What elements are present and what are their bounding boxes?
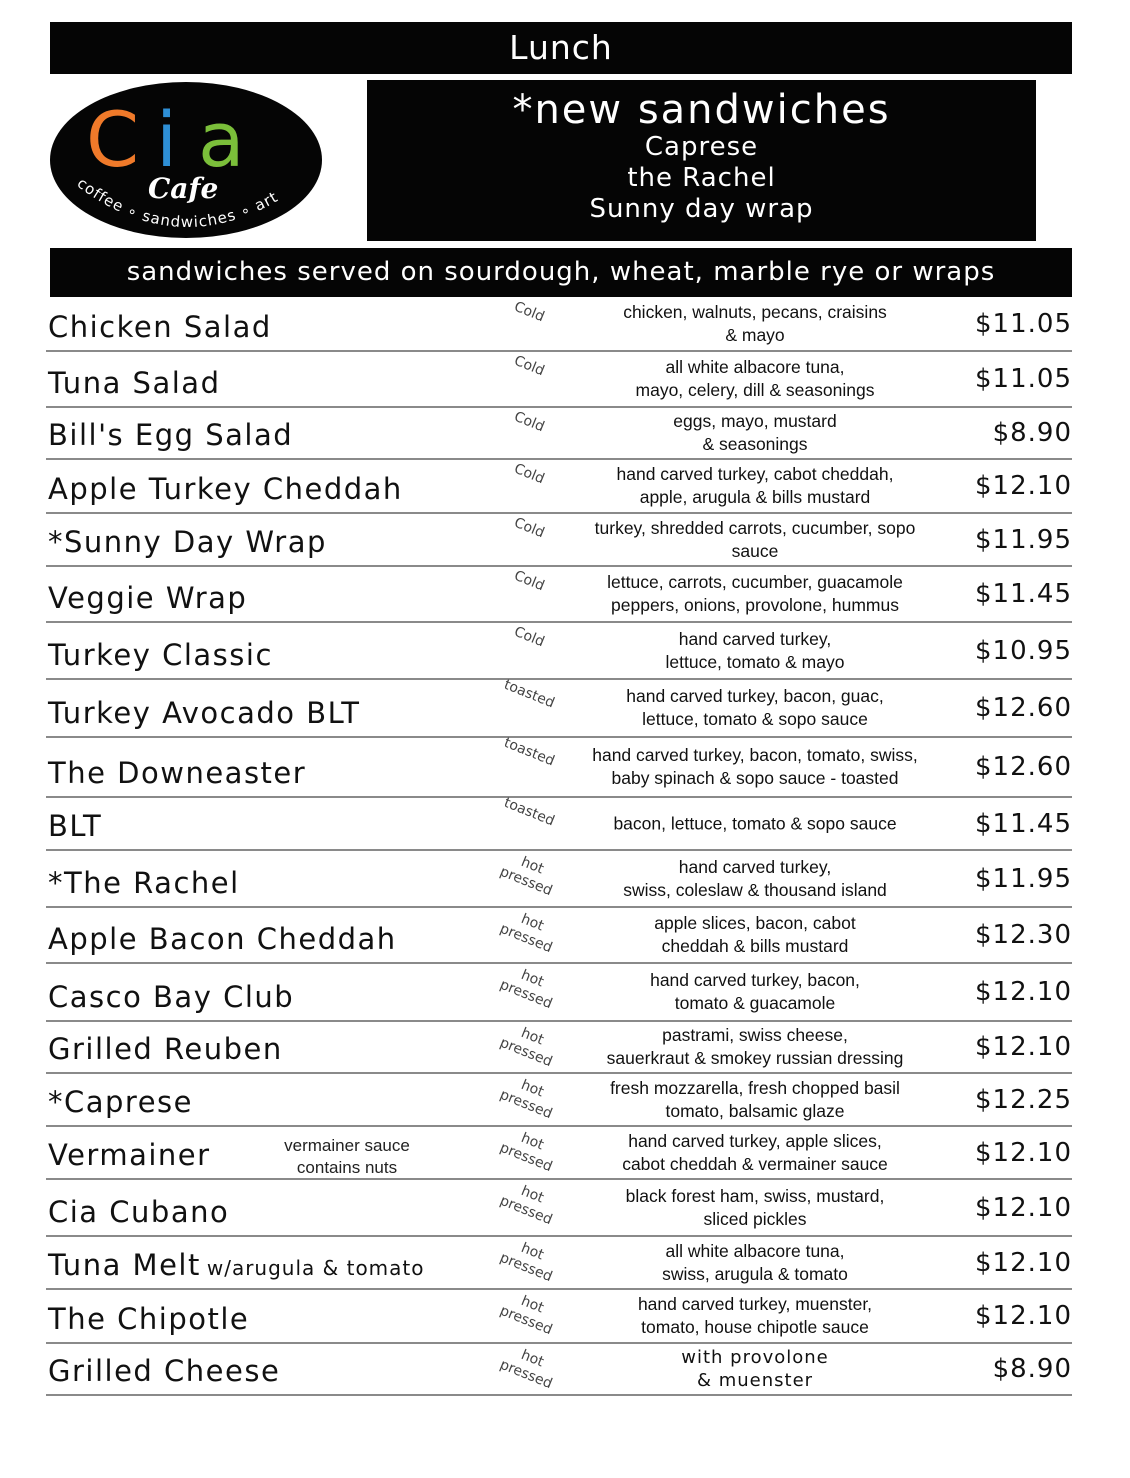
svg-text:C: C bbox=[86, 95, 140, 184]
sandwich-description bbox=[572, 301, 938, 347]
sandwich-description bbox=[572, 685, 938, 731]
description-line: hand carved turkey, bacon, tomato, swiss, bbox=[592, 745, 918, 765]
sandwich-name bbox=[48, 1195, 229, 1229]
sandwich-price: $12.25 bbox=[975, 1084, 1072, 1115]
sandwich-description bbox=[572, 1077, 938, 1123]
sandwich-description bbox=[572, 628, 938, 674]
sandwich-description bbox=[572, 1130, 938, 1176]
sandwich-name bbox=[48, 756, 306, 790]
sandwich-name-text: Bill's Egg Salad bbox=[48, 418, 294, 452]
sandwich-name-text: Apple Bacon Cheddah bbox=[48, 922, 397, 956]
temperature-label: toasted bbox=[501, 794, 557, 830]
description-line: all white albacore tuna, bbox=[665, 357, 845, 377]
sandwich-description bbox=[572, 856, 938, 902]
description-line: hand carved turkey, bbox=[678, 628, 832, 649]
description-line: hand carved turkey, muenster, bbox=[637, 1294, 873, 1314]
sandwich-name-text: The Chipotle bbox=[48, 1302, 250, 1336]
description-line: cabot cheddah & vermainer sauce bbox=[622, 1153, 888, 1174]
description-line: tomato, balsamic glaze bbox=[665, 1100, 845, 1121]
description-line: cheddah & bills mustard bbox=[661, 936, 849, 956]
sandwich-description bbox=[572, 463, 938, 509]
sandwich-price: $11.95 bbox=[975, 524, 1072, 555]
sandwich-description bbox=[572, 1346, 938, 1392]
menu-row bbox=[46, 794, 1072, 851]
temperature-label: hot pressed bbox=[497, 1346, 555, 1393]
menu-row bbox=[46, 1237, 1072, 1290]
description-line: lettuce, carrots, cucumber, guacamole bbox=[607, 572, 903, 592]
sandwich-name-text: Apple Turkey Cheddah bbox=[48, 472, 403, 506]
temperature-label: Cold bbox=[511, 298, 547, 326]
temperature-label: hot pressed bbox=[497, 1129, 555, 1176]
temperature-label: hot pressed bbox=[497, 966, 555, 1013]
sandwich-price: $12.60 bbox=[975, 693, 1072, 723]
sandwich-name-text: Cia Cubano bbox=[48, 1195, 230, 1229]
description-line: mayo, celery, dill & seasonings bbox=[635, 380, 875, 400]
description-line: tomato, house chipotle sauce bbox=[641, 1317, 869, 1337]
temperature-label: toasted bbox=[501, 734, 557, 770]
description-line: bacon, lettuce, tomato & sopo sauce bbox=[613, 813, 897, 833]
description-line: & seasonings bbox=[702, 434, 808, 454]
sandwich-description bbox=[572, 410, 938, 456]
sandwich-description bbox=[572, 812, 938, 835]
sandwich-price: $11.95 bbox=[975, 863, 1072, 894]
description-line: hand carved turkey, cabot cheddah, bbox=[616, 464, 894, 484]
logo-tagline: coffee ∘ sandwiches ∘ art bbox=[73, 173, 282, 232]
sandwich-name-text: *Sunny Day Wrap bbox=[48, 525, 327, 559]
sandwich-description bbox=[572, 1024, 938, 1070]
temperature-label: hot pressed bbox=[497, 1076, 555, 1123]
description-line: tomato & guacamole bbox=[674, 993, 836, 1013]
menu-row bbox=[46, 1344, 1072, 1396]
description-line: sauerkraut & smokey russian dressing bbox=[606, 1048, 904, 1068]
description-line: chicken, walnuts, pecans, craisins bbox=[623, 302, 887, 322]
description-line: hand carved turkey, bacon, bbox=[650, 970, 860, 990]
description-line: lettuce, tomato & mayo bbox=[665, 651, 845, 672]
menu-row bbox=[46, 460, 1072, 514]
sandwich-price: $12.30 bbox=[975, 920, 1072, 950]
sandwich-name-text: Veggie Wrap bbox=[48, 581, 248, 615]
temperature-label: Cold bbox=[511, 352, 547, 380]
menu-row bbox=[46, 851, 1072, 908]
description-line: turkey, shredded carrots, cucumber, sopo bbox=[594, 517, 916, 538]
menu-row bbox=[46, 567, 1072, 623]
allergy-note-line: vermainer sauce bbox=[284, 1136, 410, 1155]
description-line: sauce bbox=[731, 540, 779, 561]
sandwich-name bbox=[48, 638, 273, 672]
temperature-label: hot pressed bbox=[497, 910, 555, 957]
sandwich-name bbox=[48, 696, 361, 730]
sandwich-name bbox=[48, 525, 327, 559]
sandwich-price: $10.95 bbox=[975, 635, 1072, 666]
description-line: peppers, onions, provolone, hummus bbox=[611, 595, 899, 615]
menu-row bbox=[46, 514, 1072, 567]
description-line: fresh mozzarella, fresh chopped basil bbox=[610, 1077, 900, 1098]
sandwich-name-text: Turkey Avocado BLT bbox=[48, 696, 361, 730]
sandwich-name-text: Grilled Cheese bbox=[48, 1354, 281, 1388]
sandwich-name-text: Turkey Classic bbox=[48, 638, 273, 672]
sandwich-description bbox=[572, 1293, 938, 1339]
sandwich-description bbox=[572, 517, 938, 563]
new-item: Sunny day wrap bbox=[589, 194, 814, 224]
description-line: swiss, coleslaw & thousand island bbox=[623, 879, 887, 900]
description-line: swiss, arugula & tomato bbox=[662, 1263, 848, 1284]
sandwich-price: $12.60 bbox=[975, 752, 1072, 782]
sandwich-name bbox=[48, 809, 102, 843]
sandwich-name bbox=[48, 310, 272, 344]
sandwich-name bbox=[48, 472, 403, 506]
description-line: hand carved turkey, bacon, guac, bbox=[626, 686, 884, 706]
menu-list bbox=[46, 298, 1072, 1396]
new-item: Caprese bbox=[644, 132, 759, 162]
description-line: hand carved turkey, apple slices, bbox=[628, 1130, 882, 1151]
menu-row bbox=[46, 1290, 1072, 1344]
menu-row bbox=[46, 1074, 1072, 1127]
logo-cafe: Cafe bbox=[148, 172, 219, 205]
menu-row bbox=[46, 352, 1072, 408]
description-line: & mayo bbox=[725, 325, 785, 345]
sandwich-name bbox=[48, 1085, 193, 1119]
sandwich-name-text: Grilled Reuben bbox=[48, 1032, 283, 1066]
menu-row bbox=[46, 408, 1072, 460]
sandwich-price: $11.05 bbox=[975, 309, 1072, 339]
description-line: sliced pickles bbox=[703, 1208, 807, 1229]
menu-row bbox=[46, 1180, 1072, 1237]
sandwich-description bbox=[572, 969, 938, 1015]
temperature-label: hot pressed bbox=[497, 1024, 555, 1071]
sandwich-name-text: Vermainer bbox=[48, 1138, 211, 1172]
description-line: all white albacore tuna, bbox=[665, 1240, 845, 1261]
allergy-note-line: contains nuts bbox=[296, 1158, 398, 1177]
menu-row bbox=[46, 1022, 1072, 1074]
sandwich-description bbox=[572, 356, 938, 402]
description-line: eggs, mayo, mustard bbox=[673, 411, 837, 431]
temperature-label: Cold bbox=[511, 514, 547, 542]
sandwich-price: $12.10 bbox=[975, 1247, 1072, 1278]
sandwich-name bbox=[48, 866, 240, 900]
sandwich-name-text: Tuna Salad bbox=[48, 366, 221, 400]
menu-row bbox=[46, 908, 1072, 964]
sandwich-name bbox=[48, 418, 293, 452]
sandwich-description bbox=[572, 571, 938, 617]
sandwich-description bbox=[572, 744, 938, 790]
sandwich-name bbox=[48, 1138, 211, 1172]
svg-text:i: i bbox=[156, 95, 178, 184]
menu-row bbox=[46, 1127, 1072, 1180]
temperature-label: Cold bbox=[511, 408, 547, 436]
sandwich-name-text: The Downeaster bbox=[48, 756, 307, 790]
sandwich-price: $11.45 bbox=[975, 808, 1072, 839]
temperature-label: Cold bbox=[511, 460, 547, 488]
sandwich-description bbox=[572, 1185, 938, 1231]
allergy-note bbox=[272, 1135, 422, 1179]
new-item: the Rachel bbox=[627, 163, 776, 193]
new-sandwiches-box bbox=[367, 80, 1036, 241]
description-line: lettuce, tomato & sopo sauce bbox=[642, 709, 868, 729]
description-line: apple slices, bacon, cabot bbox=[654, 913, 856, 933]
description-line: baby spinach & sopo sauce - toasted bbox=[611, 768, 899, 788]
lunch-header: Lunch bbox=[50, 22, 1072, 74]
temperature-label: hot pressed bbox=[497, 853, 555, 900]
bread-options-banner: sandwiches served on sourdough, wheat, marble rye or wraps bbox=[50, 248, 1072, 297]
sandwich-name bbox=[48, 922, 397, 956]
sandwich-price: $12.10 bbox=[975, 1192, 1072, 1223]
description-line: pastrami, swiss cheese, bbox=[662, 1025, 848, 1045]
sandwich-name bbox=[48, 1248, 425, 1282]
description-line: black forest ham, swiss, mustard, bbox=[625, 1185, 885, 1206]
sandwich-price: $8.90 bbox=[992, 1354, 1072, 1384]
temperature-label: Cold bbox=[511, 623, 547, 651]
temperature-label: hot pressed bbox=[497, 1239, 555, 1286]
temperature-label: toasted bbox=[501, 676, 557, 712]
menu-row bbox=[46, 298, 1072, 352]
description-line: hand carved turkey, bbox=[678, 856, 832, 877]
sandwich-name-text: BLT bbox=[48, 809, 103, 843]
sandwich-name-text: Tuna Melt bbox=[48, 1248, 201, 1282]
description-line: & muenster bbox=[696, 1370, 814, 1391]
menu-row bbox=[46, 676, 1072, 738]
sandwich-price: $12.10 bbox=[975, 471, 1072, 501]
temperature-label: hot pressed bbox=[497, 1292, 555, 1339]
sandwich-price: $12.10 bbox=[975, 1032, 1072, 1062]
sandwich-price: $8.90 bbox=[992, 418, 1072, 448]
sandwich-price: $11.05 bbox=[975, 364, 1072, 394]
sandwich-name bbox=[48, 581, 247, 615]
menu-row bbox=[46, 734, 1072, 798]
sandwich-price: $11.45 bbox=[975, 579, 1072, 609]
svg-text:a: a bbox=[198, 95, 245, 184]
sandwich-price: $12.10 bbox=[975, 977, 1072, 1007]
sandwich-description bbox=[572, 912, 938, 958]
new-sandwiches-title: *new sandwiches bbox=[512, 87, 891, 133]
menu-row bbox=[46, 964, 1072, 1022]
sandwich-name bbox=[48, 1354, 280, 1388]
sandwich-price: $12.10 bbox=[975, 1137, 1072, 1168]
sandwich-name-text: Chicken Salad bbox=[48, 310, 272, 344]
sandwich-name-text: *Caprese bbox=[48, 1085, 194, 1119]
cia-cafe-logo bbox=[48, 82, 324, 242]
temperature-label: Cold bbox=[511, 567, 547, 595]
temperature-label: hot pressed bbox=[497, 1182, 555, 1229]
description-line: apple, arugula & bills mustard bbox=[639, 487, 871, 507]
sandwich-name bbox=[48, 366, 220, 400]
sandwich-name bbox=[48, 1302, 249, 1336]
sandwich-description bbox=[572, 1240, 938, 1286]
sandwich-name-text: Casco Bay Club bbox=[48, 980, 295, 1014]
description-line: with provolone bbox=[681, 1347, 829, 1368]
sandwich-name-sub: w/arugula & tomato bbox=[206, 1256, 425, 1280]
sandwich-name bbox=[48, 980, 294, 1014]
menu-row bbox=[46, 623, 1072, 680]
sandwich-name-text: *The Rachel bbox=[48, 866, 240, 900]
sandwich-price: $12.10 bbox=[975, 1301, 1072, 1331]
sandwich-name bbox=[48, 1032, 283, 1066]
